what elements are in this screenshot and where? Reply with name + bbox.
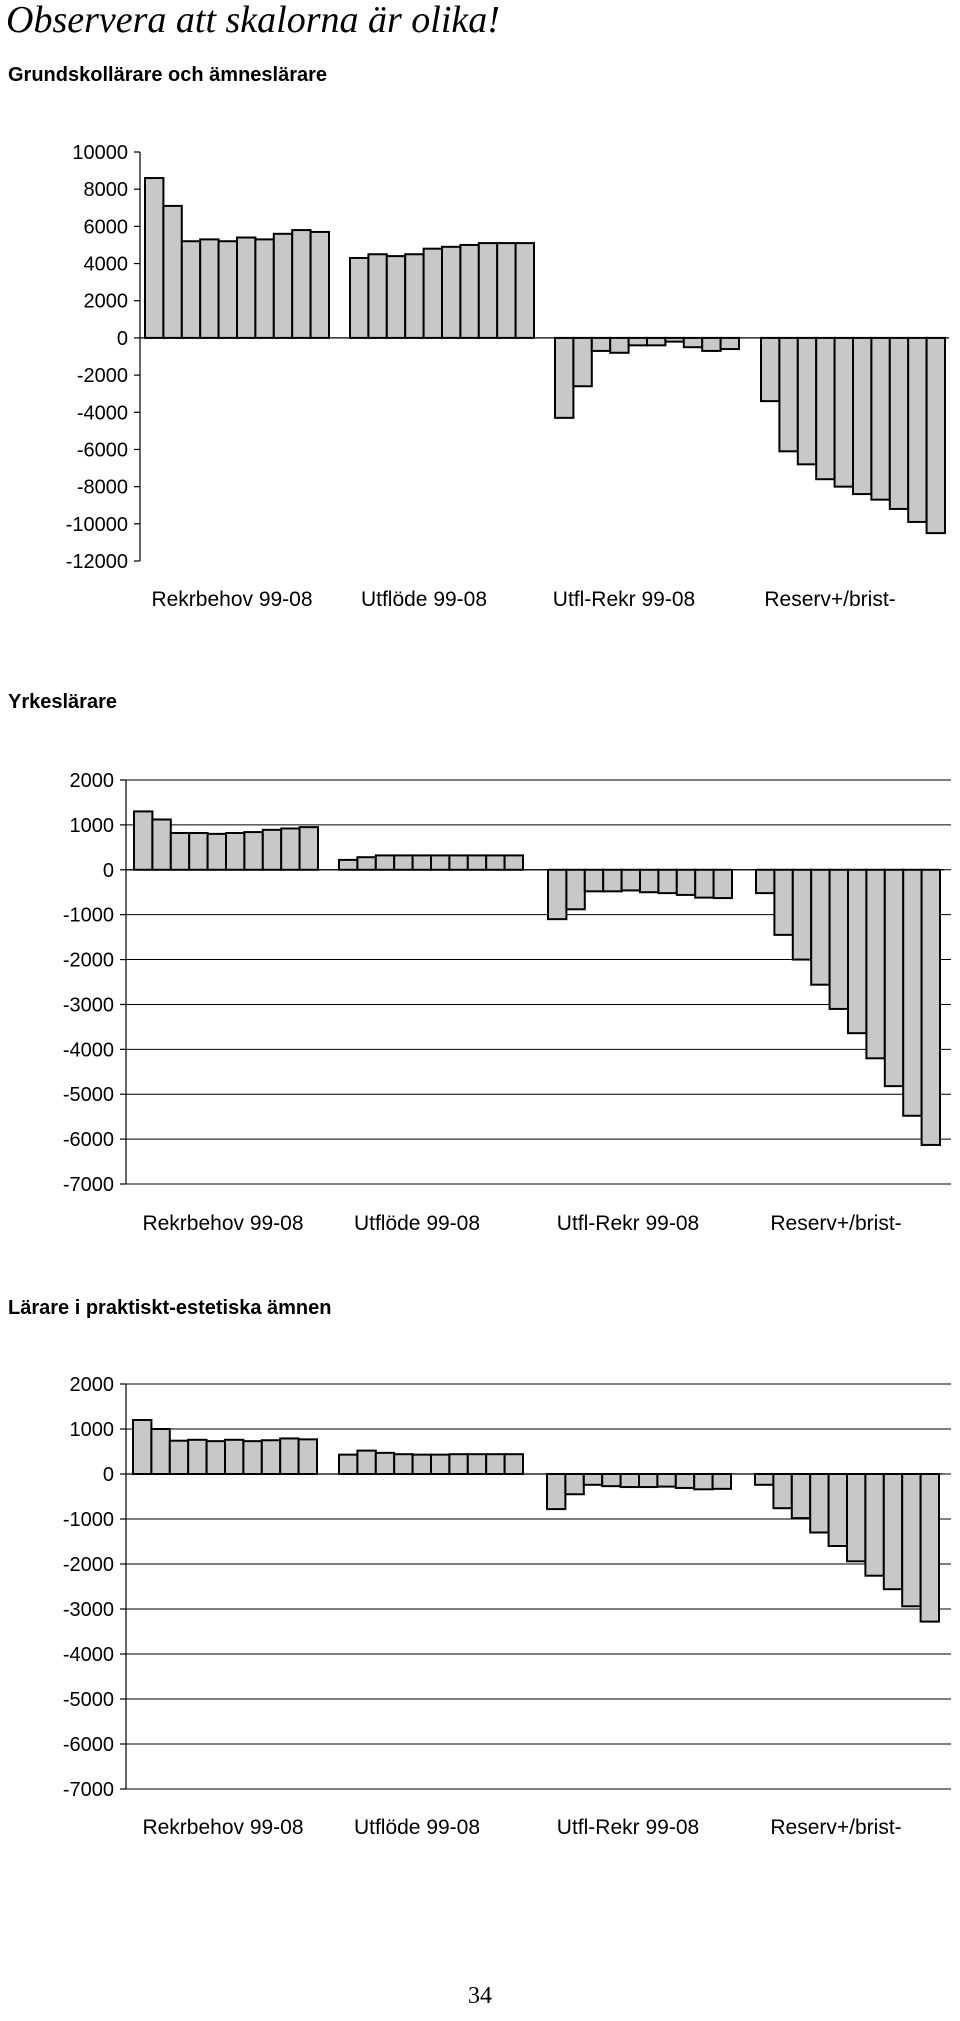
bar-4-9 bbox=[903, 870, 921, 1116]
bar-1-6 bbox=[225, 1440, 243, 1474]
y-tick-label: -7000 bbox=[62, 1779, 114, 1801]
bar-2-4 bbox=[405, 254, 423, 338]
bar-3-7 bbox=[658, 870, 676, 893]
bar-4-1 bbox=[761, 338, 779, 401]
chart-3-title: Lärare i praktiskt-estetiska ämnen bbox=[8, 1297, 332, 1319]
bar-4-6 bbox=[853, 338, 871, 494]
bar-1-4 bbox=[189, 833, 207, 870]
bar-1-5 bbox=[208, 834, 226, 870]
bar-1-5 bbox=[207, 1441, 225, 1474]
bar-4-5 bbox=[830, 870, 848, 1009]
bar-4-3 bbox=[793, 870, 811, 960]
bar-3-8 bbox=[677, 870, 695, 895]
y-tick-label: 10000 bbox=[72, 142, 128, 164]
y-tick-label: 0 bbox=[102, 1464, 114, 1486]
bar-4-7 bbox=[865, 1474, 883, 1576]
x-category-label: Rekrbehov 99-08 bbox=[142, 1212, 304, 1235]
y-tick-label: 6000 bbox=[83, 216, 128, 239]
y-tick-label: 0 bbox=[116, 327, 128, 350]
bar-1-8 bbox=[274, 234, 292, 338]
bar-2-2 bbox=[357, 1451, 375, 1474]
x-category-label: Rekrbehov 99-08 bbox=[142, 1816, 304, 1839]
bar-3-5 bbox=[621, 1474, 639, 1487]
y-tick-label: 2000 bbox=[69, 1374, 114, 1396]
y-tick-label: -4000 bbox=[62, 1644, 114, 1666]
bar-1-10 bbox=[300, 827, 318, 870]
bar-2-6 bbox=[431, 855, 449, 869]
chart-1-title: Grundskollärare och ämneslärare bbox=[8, 64, 328, 86]
x-category-label: Utfl-Rekr 99-08 bbox=[552, 588, 696, 611]
x-category-label: Reserv+/brist- bbox=[770, 1212, 902, 1235]
bar-2-8 bbox=[468, 1454, 486, 1474]
bar-2-3 bbox=[376, 1453, 394, 1474]
bar-4-10 bbox=[927, 338, 945, 533]
bar-4-3 bbox=[798, 338, 816, 464]
bar-3-4 bbox=[610, 338, 628, 353]
bar-1-9 bbox=[292, 230, 310, 338]
bar-2-4 bbox=[394, 855, 412, 869]
bar-2-3 bbox=[376, 855, 394, 869]
bar-3-6 bbox=[647, 338, 665, 345]
bar-3-3 bbox=[585, 870, 603, 892]
bar-2-2 bbox=[368, 254, 386, 338]
bar-4-9 bbox=[908, 338, 926, 522]
bar-1-6 bbox=[237, 238, 255, 338]
bar-2-6 bbox=[431, 1455, 449, 1474]
bar-3-1 bbox=[548, 870, 566, 919]
bar-4-10 bbox=[921, 1474, 939, 1622]
x-category-label: Utflöde 99-08 bbox=[353, 1212, 481, 1235]
bar-3-6 bbox=[640, 870, 658, 892]
bar-2-1 bbox=[339, 1455, 357, 1474]
bar-1-1 bbox=[145, 178, 163, 338]
bar-3-9 bbox=[702, 338, 720, 351]
bar-1-1 bbox=[134, 811, 152, 869]
y-tick-label: -4000 bbox=[76, 402, 128, 425]
y-tick-label: 1000 bbox=[69, 814, 114, 837]
bar-1-4 bbox=[188, 1440, 206, 1474]
y-tick-label: -5000 bbox=[62, 1084, 114, 1107]
bar-3-1 bbox=[547, 1474, 565, 1509]
bar-1-8 bbox=[262, 1440, 280, 1474]
x-category-label: Utfl-Rekr 99-08 bbox=[556, 1212, 700, 1235]
bar-2-7 bbox=[460, 245, 478, 338]
bar-4-4 bbox=[811, 870, 829, 985]
bar-3-9 bbox=[694, 1474, 712, 1489]
bar-2-1 bbox=[350, 258, 368, 338]
bar-4-1 bbox=[755, 1474, 773, 1485]
bar-4-4 bbox=[816, 338, 834, 479]
bar-4-1 bbox=[756, 870, 774, 893]
bar-4-2 bbox=[779, 338, 797, 451]
y-tick-label: -5000 bbox=[62, 1689, 114, 1711]
bar-1-4 bbox=[200, 239, 218, 338]
y-tick-label: -4000 bbox=[62, 1039, 114, 1062]
bar-4-7 bbox=[866, 870, 884, 1059]
bar-3-10 bbox=[721, 338, 739, 349]
y-tick-label: -12000 bbox=[65, 551, 128, 573]
y-tick-label: -6000 bbox=[62, 1734, 114, 1756]
bar-2-9 bbox=[486, 1454, 504, 1474]
y-tick-label: -2000 bbox=[76, 365, 128, 388]
chart-2-title: Yrkeslärare bbox=[8, 691, 117, 713]
bar-1-10 bbox=[311, 232, 329, 338]
bar-4-7 bbox=[871, 338, 889, 500]
bar-4-9 bbox=[902, 1474, 920, 1606]
bar-4-6 bbox=[848, 870, 866, 1033]
y-tick-label: -1000 bbox=[62, 904, 114, 927]
bar-4-3 bbox=[792, 1474, 810, 1518]
y-tick-label: 0 bbox=[102, 859, 114, 882]
bar-3-5 bbox=[622, 870, 640, 891]
y-tick-label: -2000 bbox=[62, 1554, 114, 1576]
bar-4-2 bbox=[773, 1474, 791, 1508]
bar-1-3 bbox=[170, 1441, 188, 1474]
y-tick-label: -6000 bbox=[62, 1129, 114, 1152]
chart-grundskollarare bbox=[0, 140, 960, 620]
bar-3-7 bbox=[657, 1474, 675, 1487]
y-tick-label: -2000 bbox=[62, 949, 114, 972]
bar-2-5 bbox=[424, 249, 442, 338]
bar-3-1 bbox=[555, 338, 573, 418]
bar-2-7 bbox=[449, 1454, 467, 1474]
bar-2-8 bbox=[479, 243, 497, 338]
bar-3-10 bbox=[713, 1474, 731, 1489]
bar-2-6 bbox=[442, 247, 460, 338]
bar-2-8 bbox=[468, 855, 486, 869]
chart-praktiskt-estetiska bbox=[0, 1375, 960, 1855]
bar-1-2 bbox=[163, 206, 181, 338]
y-tick-label: -1000 bbox=[62, 1509, 114, 1531]
bar-2-2 bbox=[357, 857, 375, 870]
bar-4-6 bbox=[847, 1474, 865, 1561]
y-tick-label: -8000 bbox=[76, 476, 128, 499]
bar-2-1 bbox=[339, 860, 357, 870]
bar-4-10 bbox=[922, 870, 940, 1145]
bar-4-8 bbox=[890, 338, 908, 509]
x-category-label: Rekrbehov 99-08 bbox=[151, 588, 313, 611]
chart-yrkeslarare bbox=[0, 770, 960, 1250]
bar-4-2 bbox=[774, 870, 792, 935]
y-tick-label: -3000 bbox=[62, 994, 114, 1017]
bar-2-5 bbox=[413, 855, 431, 869]
bar-1-2 bbox=[151, 1429, 169, 1474]
bar-1-9 bbox=[280, 1438, 298, 1474]
bar-4-8 bbox=[884, 1474, 902, 1589]
bar-1-3 bbox=[171, 833, 189, 870]
bar-2-10 bbox=[505, 855, 523, 869]
x-category-label: Reserv+/brist- bbox=[764, 588, 896, 611]
x-category-label: Utfl-Rekr 99-08 bbox=[556, 1816, 700, 1839]
y-tick-label: -3000 bbox=[62, 1599, 114, 1621]
bar-3-9 bbox=[695, 870, 713, 898]
bar-3-2 bbox=[565, 1474, 583, 1494]
bar-1-6 bbox=[226, 833, 244, 870]
y-tick-label: 2000 bbox=[83, 290, 128, 313]
bar-1-8 bbox=[263, 830, 281, 870]
bar-2-3 bbox=[387, 256, 405, 338]
y-tick-label: 8000 bbox=[83, 179, 128, 202]
x-category-label: Utflöde 99-08 bbox=[353, 1816, 481, 1839]
bar-1-7 bbox=[244, 832, 262, 870]
bar-1-2 bbox=[152, 820, 170, 870]
y-tick-label: 4000 bbox=[83, 253, 128, 276]
bar-1-7 bbox=[255, 239, 273, 338]
bar-2-9 bbox=[497, 243, 515, 338]
bar-2-10 bbox=[505, 1454, 523, 1474]
bar-3-8 bbox=[676, 1474, 694, 1488]
bar-3-2 bbox=[573, 338, 591, 386]
y-tick-label: -6000 bbox=[76, 439, 128, 462]
bar-1-7 bbox=[243, 1441, 261, 1474]
bar-2-10 bbox=[516, 243, 534, 338]
bar-4-8 bbox=[885, 870, 903, 1086]
page-heading: Observera att skalorna är olika! bbox=[6, 0, 500, 41]
bar-4-5 bbox=[835, 338, 853, 487]
bar-3-8 bbox=[684, 338, 702, 347]
bar-1-5 bbox=[219, 241, 237, 338]
bar-1-10 bbox=[299, 1439, 317, 1474]
bar-2-5 bbox=[413, 1455, 431, 1474]
bar-1-3 bbox=[182, 241, 200, 338]
page-number: 34 bbox=[468, 1983, 492, 2009]
y-tick-label: -7000 bbox=[62, 1174, 114, 1196]
bar-4-5 bbox=[829, 1474, 847, 1546]
bar-2-7 bbox=[449, 855, 467, 869]
bar-3-4 bbox=[602, 1474, 620, 1486]
y-tick-label: 1000 bbox=[69, 1419, 114, 1441]
y-tick-label: -10000 bbox=[65, 513, 128, 536]
bar-3-4 bbox=[603, 870, 621, 892]
y-tick-label: 2000 bbox=[69, 770, 114, 792]
bar-4-4 bbox=[810, 1474, 828, 1533]
x-category-label: Reserv+/brist- bbox=[770, 1816, 902, 1839]
x-category-label: Utflöde 99-08 bbox=[360, 588, 488, 611]
bar-3-5 bbox=[629, 338, 647, 345]
bar-3-3 bbox=[592, 338, 610, 351]
bar-3-6 bbox=[639, 1474, 657, 1487]
bar-1-9 bbox=[281, 828, 299, 869]
bar-1-1 bbox=[133, 1420, 151, 1474]
bar-3-3 bbox=[584, 1474, 602, 1485]
bar-3-10 bbox=[714, 870, 732, 898]
bar-2-9 bbox=[486, 855, 504, 869]
bar-2-4 bbox=[394, 1454, 412, 1474]
bar-3-2 bbox=[566, 870, 584, 910]
